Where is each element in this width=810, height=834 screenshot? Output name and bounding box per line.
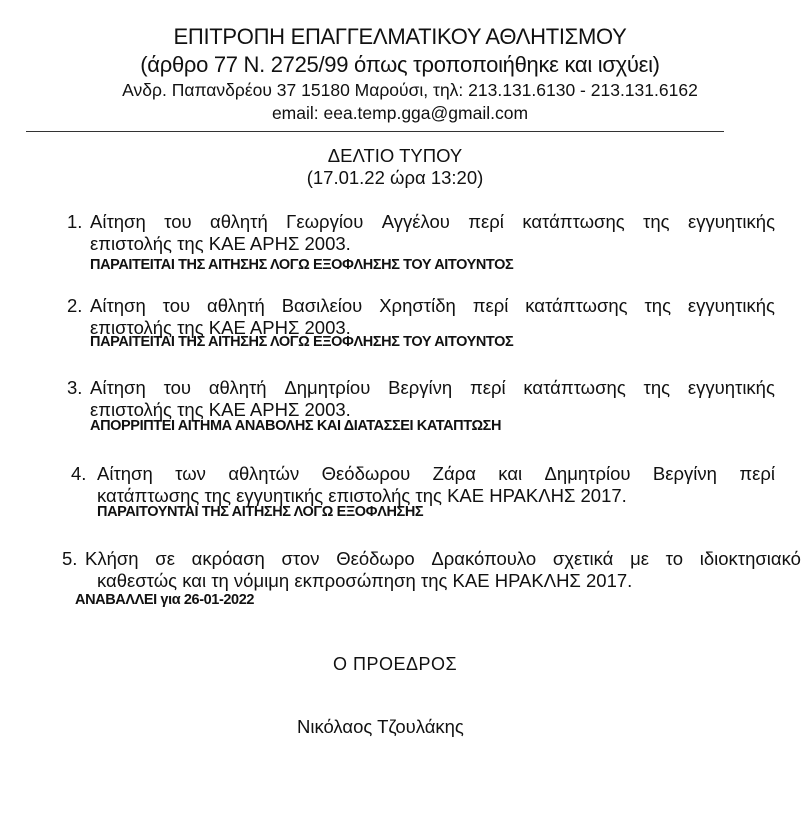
item-word: Δημητρίου [544, 463, 631, 484]
item-word: αθλητών [228, 463, 300, 484]
item-word: Βεργίνη [652, 463, 717, 484]
item-word: αθλητή [210, 211, 268, 232]
item-decision: ΑΝΑΒΑΛΛΕΙ για 26-01-2022 [75, 592, 255, 608]
item-number: 3. [67, 377, 83, 398]
item-line-1 [97, 463, 775, 485]
item-decision: ΠΑΡΑΙΤΟΥΝΤΑΙ ΤΗΣ ΑΙΤΗΣΗΣ ΛΟΓΩ ΕΞΟΦΛΗΣΗΣ [97, 504, 424, 520]
item-word: των [175, 463, 206, 484]
committee-subtitle: (άρθρο 77 Ν. 2725/99 όπως τροποποιήθηκε και ισχύει) [140, 52, 660, 77]
item-word: περί [468, 211, 504, 232]
item-word: κατάπτωσης [523, 377, 626, 398]
item-word: σχετικά [552, 548, 614, 569]
item-word: εγγυητικής [687, 211, 775, 232]
item-line-1 [90, 295, 775, 317]
item-word: του [164, 211, 192, 232]
item-word: Δρακόπουλο [431, 548, 537, 569]
item-line-1 [90, 377, 775, 399]
committee-title: ΕΠΙΤΡΟΠΗ ΕΠΑΓΓΕΛΜΑΤΙΚΟΥ ΑΘΛΗΤΙΣΜΟΥ [173, 24, 627, 49]
item-decision: ΠΑΡΑΙΤΕΙΤΑΙ ΤΗΣ ΑΙΤΗΣΗΣ ΛΟΓΩ ΕΞΟΦΛΗΣΗΣ ΤΟΥ ΑΙΤΟΥΝΤΟΣ [90, 334, 514, 350]
item-word: εγγυητικής [687, 377, 775, 398]
item-word: Αίτηση [90, 211, 146, 232]
item-line-1 [90, 211, 775, 233]
press-release-title: ΔΕΛΤΙΟ ΤΥΠΟΥ [327, 145, 463, 166]
item-word: και [498, 463, 523, 484]
item-word: ιδιοκτησιακό [699, 548, 801, 569]
item-word: Αίτηση [90, 295, 146, 316]
item-line-2: επιστολής της ΚΑΕ ΑΡΗΣ 2003. [90, 317, 351, 338]
item-word: εγγυητικής [687, 295, 775, 316]
press-release-datetime: (17.01.22 ώρα 13:20) [306, 167, 484, 188]
item-word: αθλητή [207, 295, 265, 316]
item-word: περί [469, 377, 506, 398]
item-word: Βεργίνη [388, 377, 453, 398]
item-line-2: καθεστώς και τη νόμιμη εκπροσώπηση της ΚΑΕ ΗΡΑΚΛΗΣ 2017. [97, 570, 633, 591]
item-word: σε [155, 548, 175, 569]
item-word: Χρηστίδη [379, 295, 456, 316]
signature-name: Νικόλαος Τζουλάκης [297, 716, 464, 737]
committee-email: email: eea.temp.gga@gmail.com [271, 103, 529, 123]
item-word: το [665, 548, 684, 569]
item-word: Δημητρίου [284, 377, 371, 398]
item-word: αθλητή [208, 377, 267, 398]
item-decision: ΠΑΡΑΙΤΕΙΤΑΙ ΤΗΣ ΑΙΤΗΣΗΣ ΛΟΓΩ ΕΞΟΦΛΗΣΗΣ ΤΟΥ ΑΙΤΟΥΝΤΟΣ [90, 257, 514, 273]
item-word: της [643, 377, 671, 398]
item-line-2: επιστολής της ΚΑΕ ΑΡΗΣ 2003. [90, 399, 351, 420]
item-word: περί [472, 295, 509, 316]
header-divider [26, 131, 724, 132]
item-word: Γεωργίου [286, 211, 364, 232]
item-word: ακρόαση [191, 548, 265, 569]
item-number: 2. [67, 295, 83, 316]
item-word: περί [739, 463, 775, 484]
item-line-2: κατάπτωσης της εγγυητικής επιστολής της ΚΑΕ ΗΡΑΚΛΗΣ 2017. [97, 485, 627, 506]
item-word: με [630, 548, 649, 569]
item-number: 1. [67, 211, 83, 232]
item-number: 4. [71, 463, 87, 484]
item-word: κατάπτωσης [525, 295, 628, 316]
item-word: Ζάρα [432, 463, 476, 484]
item-word: της [644, 295, 672, 316]
item-line-2: επιστολής της ΚΑΕ ΑΡΗΣ 2003. [90, 233, 351, 254]
item-word: Θεόδωρο [336, 548, 415, 569]
item-word: Αγγέλου [381, 211, 450, 232]
item-decision: ΑΠΟΡΡΙΠΤΕΙ ΑΙΤΗΜΑ ΑΝΑΒΟΛΗΣ ΚΑΙ ΔΙΑΤΑΣΣΕΙ ΚΑΤΑΠΤΩΣΗ [90, 418, 502, 434]
item-word: Αίτηση [97, 463, 153, 484]
item-word: Θεόδωρου [321, 463, 411, 484]
item-word: του [163, 377, 192, 398]
committee-address: Ανδρ. Παπανδρέου 37 15180 Μαρούσι, τηλ: 213.131.6130 - 213.131.6162 [122, 80, 698, 100]
item-word: Κλήση [85, 548, 139, 569]
signature-title: Ο ΠΡΟΕΔΡΟΣ [333, 654, 458, 674]
item-word: της [643, 211, 670, 232]
item-word: του [162, 295, 191, 316]
item-word: Βασιλείου [281, 295, 363, 316]
item-line-1 [85, 548, 801, 570]
item-word: στον [281, 548, 320, 569]
item-word: Αίτηση [90, 377, 146, 398]
item-word: κατάπτωσης [522, 211, 625, 232]
item-number: 5. [62, 548, 78, 569]
